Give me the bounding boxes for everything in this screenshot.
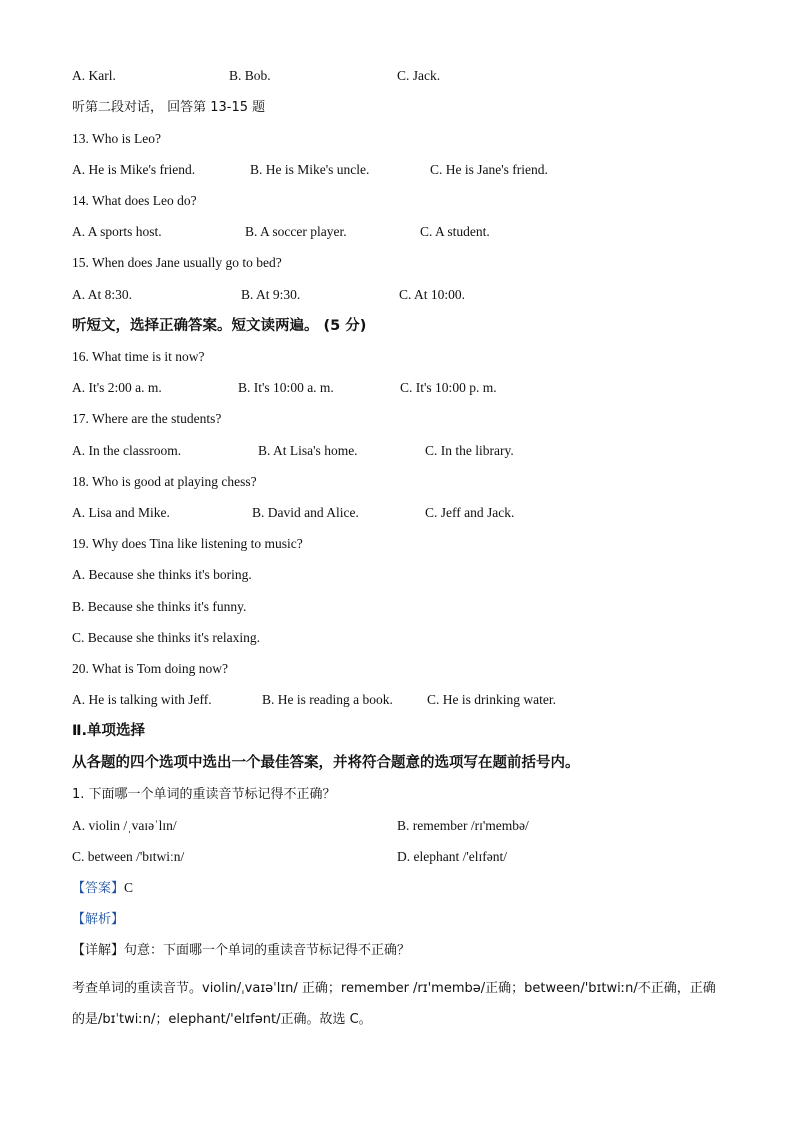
q15-stem: 15. When does Jane usually go to bed? bbox=[72, 255, 282, 270]
q18-stem: 18. Who is good at playing chess? bbox=[72, 474, 257, 489]
passage-heading: 听短文，选择正确答案。短文读两遍。 (5 分) bbox=[72, 318, 367, 334]
q15-option-b: B. At 9:30. bbox=[241, 287, 301, 302]
single-choice-1-option-b: B. remember /rɪ'membə/ bbox=[397, 818, 529, 833]
explanation-paragraph: 考查单词的重读音节。violin/ˌvaɪəˈlɪn/ 正确；remember /rɪ'membə/正确；between/'bɪtwiːn/不正确，正确的是/bɪˈtwiːn/；elephant/'elɪfənt/正确。故选 C。 bbox=[72, 981, 716, 1027]
detail-label: 【详解】 bbox=[72, 943, 125, 958]
q12-option-c: C. Jack. bbox=[397, 68, 441, 83]
q20-option-c: C. He is drinking water. bbox=[427, 692, 556, 707]
q15-option-a: A. At 8:30. bbox=[72, 287, 133, 302]
q17-option-a: A. In the classroom. bbox=[72, 443, 182, 458]
q17-stem: 17. Where are the students? bbox=[72, 411, 222, 426]
q16-stem: 16. What time is it now? bbox=[72, 349, 205, 364]
q14-option-c: C. A student. bbox=[420, 224, 490, 239]
q15-option-c: C. At 10:00. bbox=[399, 287, 466, 302]
q18-option-c: C. Jeff and Jack. bbox=[425, 505, 515, 520]
part2-instructions: 从各题的四个选项中选出一个最佳答案，并将符合题意的选项写在题前括号内。 bbox=[72, 755, 580, 771]
single-choice-1-option-d: D. elephant /'elɪfənt/ bbox=[397, 849, 508, 864]
q13-option-a: A. He is Mike's friend. bbox=[72, 162, 196, 177]
analysis-row bbox=[72, 910, 124, 929]
q12-option-b: B. Bob. bbox=[229, 68, 271, 83]
q20-option-a: A. He is talking with Jeff. bbox=[72, 692, 212, 707]
single-choice-1-stem: 1. 下面哪一个单词的重读音节标记得不正确？ bbox=[72, 787, 336, 802]
q14-option-a: A. A sports host. bbox=[72, 224, 162, 239]
q19-option-b: B. Because she thinks it's funny. bbox=[72, 599, 247, 614]
q12-option-a: A. Karl. bbox=[72, 68, 116, 83]
q14-stem: 14. What does Leo do? bbox=[72, 193, 197, 208]
q13-option-b: B. He is Mike's uncle. bbox=[250, 162, 370, 177]
analysis-label: 【解析】 bbox=[72, 912, 125, 927]
q18-option-b: B. David and Alice. bbox=[252, 505, 359, 520]
section2-intro: 听第二段对话， 回答第 13-15 题 bbox=[72, 100, 266, 115]
q20-stem: 20. What is Tom doing now? bbox=[72, 661, 229, 676]
detail-text: 句意：下面哪一个单词的重读音节标记得不正确？ bbox=[124, 943, 411, 958]
q19-option-c: C. Because she thinks it's relaxing. bbox=[72, 630, 261, 645]
q18-option-a: A. Lisa and Mike. bbox=[72, 505, 170, 520]
answer-value: C bbox=[124, 880, 134, 895]
q14-option-b: B. A soccer player. bbox=[245, 224, 347, 239]
q16-option-c: C. It's 10:00 p. m. bbox=[400, 380, 497, 395]
q13-stem: 13. Who is Leo? bbox=[72, 131, 161, 146]
q19-option-a: A. Because she thinks it's boring. bbox=[72, 567, 252, 582]
q17-option-b: B. At Lisa's home. bbox=[258, 443, 358, 458]
q13-option-c: C. He is Jane's friend. bbox=[430, 162, 548, 177]
single-choice-1-option-c: C. between /'bɪtwiːn/ bbox=[72, 849, 185, 864]
q19-stem: 19. Why does Tina like listening to music? bbox=[72, 536, 303, 551]
answer-row bbox=[72, 879, 133, 898]
q16-option-b: B. It's 10:00 a. m. bbox=[238, 380, 334, 395]
detail-row bbox=[72, 942, 410, 960]
single-choice-1-option-a: A. violin /ˌvaɪəˈlɪn/ bbox=[72, 818, 177, 833]
q20-option-b: B. He is reading a book. bbox=[262, 692, 393, 707]
answer-label: 【答案】 bbox=[72, 881, 125, 896]
part2-title: Ⅱ.单项选择 bbox=[72, 723, 146, 739]
q17-option-c: C. In the library. bbox=[425, 443, 514, 458]
q16-option-a: A. It's 2:00 a. m. bbox=[72, 380, 162, 395]
